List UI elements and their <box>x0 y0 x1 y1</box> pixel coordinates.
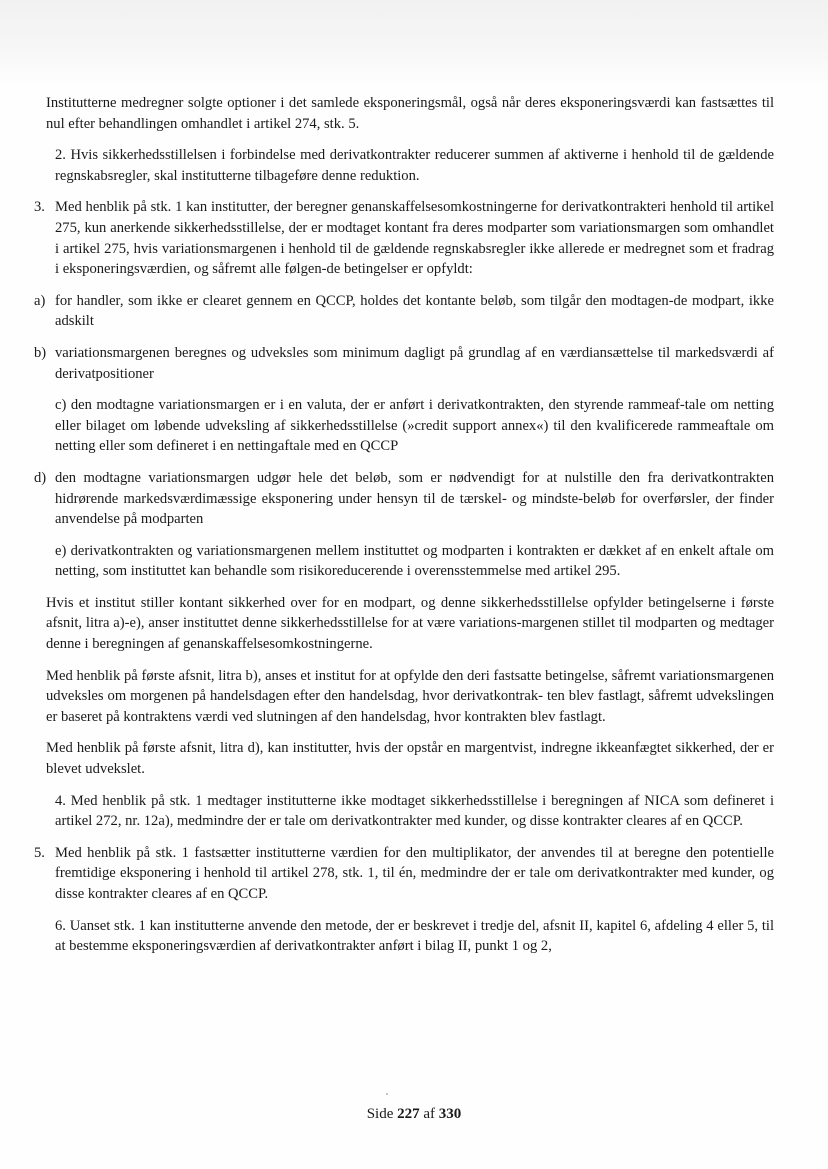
paragraph-text: Institutterne medregner solgte optioner i det samlede eksponeringsmål, også når deres eksponeringsværdi kan fastsættes til nul efter behandlingen omhandlet i artikel 274, stk. 5. <box>46 95 774 132</box>
list-item-b <box>34 343 774 384</box>
paragraph-text: Hvis et institut stiller kontant sikkerhed over for en modpart, og denne sikkerhedsstillelse opfylder betingelserne i første afsnit, litra a)-e), anser instituttet denne sikkerhedsstillelse for at være variations-margenen stillet til modparten og medtager denne i beregningen af genanskaffelsesomkostningerne. <box>46 594 774 653</box>
scan-shadow-band <box>0 0 828 82</box>
paragraph-stk-4 <box>34 791 774 832</box>
paragraph-text: Med henblik på stk. 1 kan institutter, der beregner genanskaffelsesomkostningerne for derivatkontrakteri henhold til artikel 275, kun anerkende sikkerhedsstillelse, der er modtaget kontant fra deres modparter som variationsmargen som omhandlet i artikel 275, hvis variationsmargenen i henhold til de gældende regnskabsregler ikke allerede er medregnet som et fradrag i eksponeringsværdien, og såfremt alle følgen-de betingelser er opfyldt: <box>55 199 774 278</box>
paragraph-marker: 5. <box>34 844 45 861</box>
paragraph-intro <box>34 93 774 134</box>
list-item-text: c) den modtagne variationsmargen er i en valuta, der er anført i derivatkontrakten, den styrende rammeaf-tale om netting eller bilaget om løbende udveksling af sikkerhedsstillelse (»credit support annex«) til den kvalificerede rammeaftale om netting eller som defineret i en nettingaftale med en QCCP <box>55 397 774 455</box>
list-item-text: for handler, som ikke er clearet gennem en QCCP, holdes det kontante beløb, som tilgår den modtagen-de modpart, ikke adskilt <box>55 292 774 330</box>
paragraph-stk-3 <box>34 197 774 279</box>
paragraph-stk-5 <box>34 843 774 905</box>
list-marker: d) <box>34 469 47 486</box>
page-footer <box>0 1104 828 1124</box>
list-marker: b) <box>34 344 47 361</box>
paragraph-marker: 3. <box>34 199 45 216</box>
paragraph-stk-2 <box>34 145 774 186</box>
list-item-d <box>34 468 774 530</box>
page-total: 330 <box>438 1106 462 1122</box>
list-item-text: den modtagne variationsmargen udgør hele det beløb, som er nødvendigt for at nulstille den fra derivatkontrakten hidrørende markedsværdimæssige eksponering under hensyn til de tærskel- og mindste-beløb for overførsler, der finder anvendelse på modparten <box>55 469 774 528</box>
paragraph-text: 6. Uanset stk. 1 kan institutterne anvende den metode, der er beskrevet i tredje del, afsnit II, kapitel 6, afdeling 4 eller 5, til at bestemme eksponeringsværdien af derivatkontrakter anført i bilag II, punkt 1 og 2, <box>55 917 774 955</box>
paragraph-text: Med henblik på første afsnit, litra d), kan institutter, hvis der opstår en margentvist, indregne ikkeanfægtet sikkerhed, der er blevet udvekslet. <box>46 740 774 778</box>
paragraph-text: 2. Hvis sikkerhedsstillelsen i forbindelse med derivatkontrakter reducerer summen af aktiverne i henhold til de gældende regnskabsregler, skal institutterne tilbageføre denne reduktion. <box>55 147 774 184</box>
paragraph-text: 4. Med henblik på stk. 1 medtager institutterne ikke modtaget sikkerhedsstillelse i beregningen af NICA som defineret i artikel 272, nr. 12a), medmindre der er tale om derivatkontrakter med kunder, og disse kontrakter cleares af en QCCP. <box>55 792 774 830</box>
paragraph-litra-d <box>34 738 774 779</box>
paragraph-text: Med henblik på første afsnit, litra b), anses et institut for at opfylde den deri fastsatte betingelse, såfremt variationsmargenen udveksles om morgenen på handelsdagen efter den handelsdag, hvor derivatkontrak- ten blev fastlagt, såfremt udvekslingen er baseret på kontraktens værdi ved slutningen af den handelsdag, hvor kontrakten blev fastlagt. <box>46 667 774 725</box>
footer-prefix: Side <box>366 1106 394 1122</box>
paragraph-litra-b <box>34 666 774 728</box>
paragraph-cash-collateral <box>34 593 774 655</box>
footer-separator: af <box>423 1106 436 1122</box>
list-item-a <box>34 291 774 332</box>
paragraph-text: Med henblik på stk. 1 fastsætter institutterne værdien for den multiplikator, der anvendes til at beregne den potentielle fremtidige eksponering i henhold til artikel 278, stk. 1, til én, medmindre der er tale om derivatkontrakter med kunder, og disse kontrakter cleares af en QCCP. <box>55 844 774 902</box>
list-item-e <box>34 541 774 582</box>
list-item-text: variationsmargenen beregnes og udveksles som minimum dagligt på grundlag af en værdiansættelse til markedsværdi af derivatpositioner <box>55 344 774 382</box>
document-body <box>34 93 774 968</box>
list-item-text: e) derivatkontrakten og variationsmargenen mellem instituttet og modparten i kontrakten er dækket af en enkelt aftale om netting, som instituttet kan behandle som risikoreducerende i overensstemmelse med artikel 295. <box>55 542 774 580</box>
page-number: 227 <box>397 1106 420 1122</box>
list-marker: a) <box>34 292 46 309</box>
scan-speck <box>386 1093 388 1095</box>
list-item-c <box>34 395 774 457</box>
paragraph-stk-6 <box>34 916 774 957</box>
